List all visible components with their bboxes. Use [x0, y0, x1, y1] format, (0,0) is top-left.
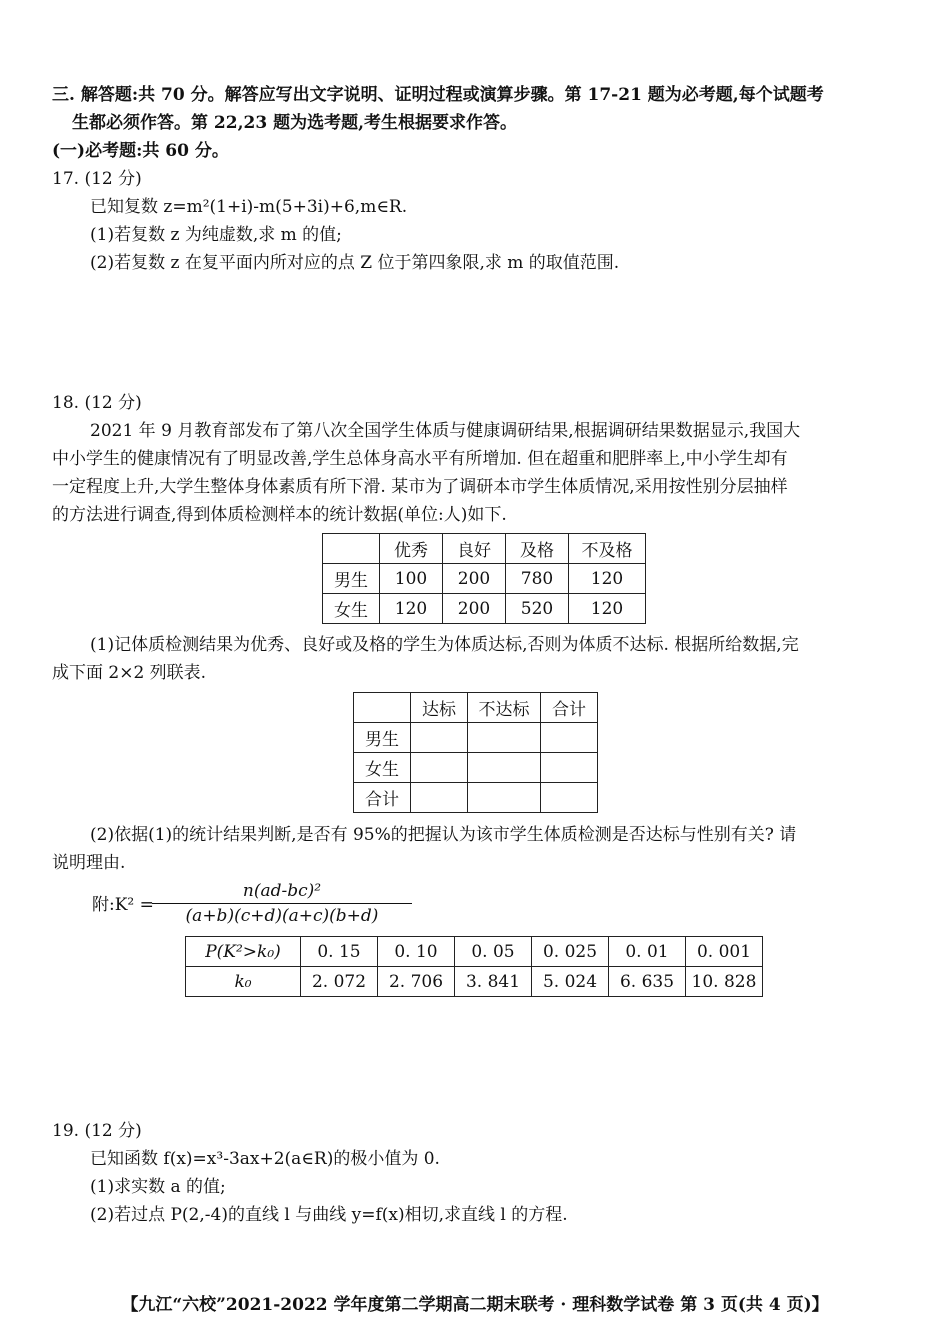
formula-fraction: [152, 880, 412, 927]
table-cell: 780: [506, 564, 569, 594]
table-cell: 10. 828: [686, 967, 763, 997]
table-header: 及格: [506, 534, 569, 564]
q18-intro-line3: 一定程度上升,大学生整体身体素质有所下滑. 某市为了调研本市学生体质情况,采用按性别分层抽样: [52, 477, 788, 497]
blank-cell: [468, 723, 541, 753]
table-row: [354, 753, 598, 783]
q18-intro-line1: 2021 年 9 月教育部发布了第八次全国学生体质与健康调研结果,根据调研结果数据显示,我国大: [90, 421, 801, 441]
q18-number: 18. (12 分): [52, 393, 142, 413]
table-cell: 0. 05: [455, 937, 532, 967]
table-header: 合计: [541, 693, 598, 723]
q18-intro-line4: 的方法进行调查,得到体质检测样本的统计数据(单位:人)如下.: [52, 505, 507, 525]
table-row: [186, 937, 763, 967]
q18-part2-line2: 说明理由.: [52, 853, 126, 873]
q17-number: 17. (12 分): [52, 169, 142, 189]
table-cell: [323, 534, 380, 564]
row-label: 女生: [323, 594, 380, 624]
table-cell: [354, 693, 411, 723]
table-cell: 100: [380, 564, 443, 594]
q19-part1: (1)求实数 a 的值;: [90, 1177, 226, 1197]
blank-cell: [541, 783, 598, 813]
q19-stem: 已知函数 f(x)=x³-3ax+2(a∈R)的极小值为 0.: [90, 1149, 440, 1169]
blank-cell: [541, 723, 598, 753]
table-row: [323, 594, 646, 624]
blank-cell: [468, 783, 541, 813]
table-cell: 120: [569, 594, 646, 624]
q17-stem: 已知复数 z=m²(1+i)-m(5+3i)+6,m∈R.: [90, 197, 408, 217]
table-cell: 120: [380, 594, 443, 624]
blank-cell: [541, 753, 598, 783]
q18-intro-line2: 中小学生的健康情况有了明显改善,学生总体身高水平有所增加. 但在超重和肥胖率上,中小学生却有: [52, 449, 788, 469]
required-subheading: (一)必考题:共 60 分。: [52, 141, 229, 161]
table-cell: 200: [443, 594, 506, 624]
page-footer: 【九江“六校”2021-2022 学年度第二学期高二期末联考 · 理科数学试卷 第 3 页(共 4 页)】: [121, 1295, 829, 1315]
section-heading-line1: 三. 解答题:共 70 分。解答应写出文字说明、证明过程或演算步骤。第 17-21 题为必考题,每个试题考: [52, 85, 824, 105]
row-label: P(K²>k₀): [186, 937, 301, 967]
contingency-table: [353, 692, 598, 813]
table-row: [354, 783, 598, 813]
blank-cell: [411, 723, 468, 753]
table-cell: 5. 024: [532, 967, 609, 997]
row-label: 男生: [323, 564, 380, 594]
critical-value-table: [185, 936, 763, 997]
table-cell: 0. 10: [378, 937, 455, 967]
q18-part1-line2: 成下面 2×2 列联表.: [52, 663, 207, 683]
table-header: 不及格: [569, 534, 646, 564]
table-header: 优秀: [380, 534, 443, 564]
q18-part1-line1: (1)记体质检测结果为优秀、良好或及格的学生为体质达标,否则为体质不达标. 根据所给数据,完: [90, 635, 799, 655]
q19-number: 19. (12 分): [52, 1121, 142, 1141]
table-header: 不达标: [468, 693, 541, 723]
table-cell: 0. 025: [532, 937, 609, 967]
table-cell: 6. 635: [609, 967, 686, 997]
table-cell: 2. 706: [378, 967, 455, 997]
q19-part2: (2)若过点 P(2,-4)的直线 l 与曲线 y=f(x)相切,求直线 l 的方程.: [90, 1205, 568, 1225]
blank-cell: [411, 753, 468, 783]
table-cell: 120: [569, 564, 646, 594]
q18-part2-line1: (2)依据(1)的统计结果判断,是否有 95%的把握认为该市学生体质检测是否达标与性别有关? 请: [90, 825, 797, 845]
row-label: k₀: [186, 967, 301, 997]
row-label: 男生: [354, 723, 411, 753]
formula-numerator: n(ad-bc)²: [242, 881, 322, 901]
table-cell: 0. 01: [609, 937, 686, 967]
table-row: [323, 564, 646, 594]
appendix-label: 附:K² =: [92, 895, 154, 915]
fitness-data-table: [322, 533, 646, 624]
table-row: [323, 534, 646, 564]
table-cell: 3. 841: [455, 967, 532, 997]
table-cell: 2. 072: [301, 967, 378, 997]
k-squared-formula: [92, 880, 412, 930]
q17-part1: (1)若复数 z 为纯虚数,求 m 的值;: [90, 225, 342, 245]
table-header: 良好: [443, 534, 506, 564]
table-cell: 520: [506, 594, 569, 624]
table-row: [186, 967, 763, 997]
table-header: 达标: [411, 693, 468, 723]
section-heading-line2: 生都必须作答。第 22,23 题为选考题,考生根据要求作答。: [72, 113, 517, 133]
formula-denominator: (a+b)(c+d)(a+c)(b+d): [185, 906, 379, 926]
table-cell: 0. 15: [301, 937, 378, 967]
table-row: [354, 723, 598, 753]
table-cell: 200: [443, 564, 506, 594]
table-row: [354, 693, 598, 723]
fraction-bar: [152, 903, 412, 904]
row-label: 女生: [354, 753, 411, 783]
blank-cell: [468, 753, 541, 783]
row-label: 合计: [354, 783, 411, 813]
table-cell: 0. 001: [686, 937, 763, 967]
blank-cell: [411, 783, 468, 813]
q17-part2: (2)若复数 z 在复平面内所对应的点 Z 位于第四象限,求 m 的取值范围.: [90, 253, 620, 273]
